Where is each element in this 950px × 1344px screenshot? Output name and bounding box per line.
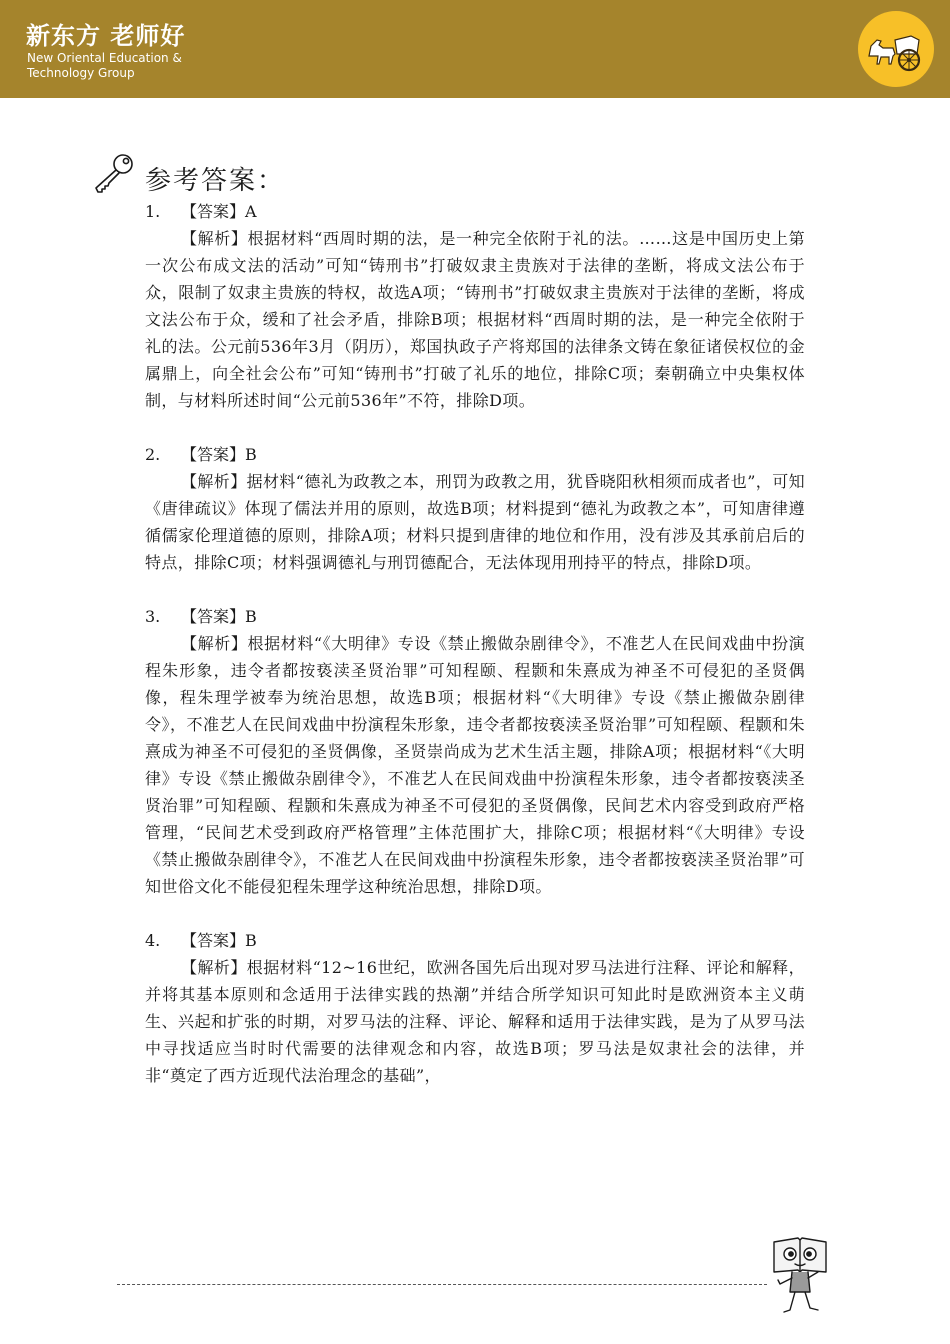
- footer-divider: [117, 1284, 767, 1285]
- question-number: 3.: [145, 607, 161, 626]
- answer-line: [145, 927, 805, 954]
- answer-value: 【答案】A: [181, 202, 257, 221]
- book-mascot-icon: [768, 1232, 832, 1316]
- answer-value: 【答案】B: [181, 607, 257, 626]
- question-number: 4.: [145, 931, 161, 950]
- answer-item: [145, 603, 805, 900]
- brand-name-en: [27, 51, 227, 81]
- key-icon: [90, 152, 136, 196]
- answer-explanation: 【解析】根据材料“《大明律》专设《禁止搬做杂剧律令》，不准艺人在民间戏曲中扮演程朱形象，违令者都按亵渎圣贤治罪”可知程颐、程颢和朱熹成为神圣不可侵犯的圣贤偶像，程朱理学被奉为统治思想，故选B项；根据材料“《大明律》专设《禁止搬做杂剧律令》，不准艺人在民间戏曲中扮演程朱形象，违令者都按亵渎圣贤治罪”可知程颐、程颢和朱熹成为神圣不可侵犯的圣贤偶像，圣贤崇尚成为艺术生活主题，排除A项；根据材料“《大明律》专设《禁止搬做杂剧律令》，不准艺人在民间戏曲中扮演程朱形象，违令者都按亵渎圣贤治罪”可知程颐、程颢和朱熹成为神圣不可侵犯的圣贤偶像，民间艺术内容受到政府严格管理，“民间艺术受到政府严格管理”主体范围扩大，排除C项；根据材料“《大明律》专设《禁止搬做杂剧律令》，不准艺人在民间戏曲中扮演程朱形象，违令者都按亵渎圣贤治罪”可知世俗文化不能侵犯程朱理学这种统治思想，排除D项。: [145, 634, 805, 896]
- question-number: 1.: [145, 202, 161, 221]
- horse-carriage-icon: [857, 10, 935, 88]
- answer-item: [145, 441, 805, 576]
- answer-value: 【答案】B: [181, 445, 257, 464]
- answer-item: [145, 927, 805, 1089]
- section-title: 参考答案：: [145, 166, 286, 196]
- brand-name-en-line1: New Oriental Education &: [27, 51, 182, 65]
- answer-list: [145, 198, 805, 1116]
- answer-line: [145, 441, 805, 468]
- page-header: [0, 0, 950, 98]
- answer-explanation: 【解析】据材料“德礼为政教之本，刑罚为政教之用，犹昏晓阳秋相须而成者也”，可知《唐律疏议》体现了儒法并用的原则，故选B项；材料提到“德礼为政教之本”，可知唐律遵循儒家伦理道德的原则，排除A项；材料只提到唐律的地位和作用，没有涉及其承前启后的特点，排除C项；材料强调德礼与刑罚德配合，无法体现用刑持平的特点，排除D项。: [145, 472, 805, 572]
- answer-explanation: 【解析】根据材料“12~16世纪，欧洲各国先后出现对罗马法进行注释、评论和解释，并将其基本原则和念适用于法律实践的热潮”并结合所学知识可知此时是欧洲资本主义萌生、兴起和扩张的时期，对罗马法的注释、评论、解释和适用于法律实践，是为了从罗马法中寻找适应当时时代需要的法律观念和内容，故选B项；罗马法是奴隶社会的法律，并非“奠定了西方近现代法治理念的基础”，: [145, 958, 805, 1085]
- answer-value: 【答案】B: [181, 931, 257, 950]
- answer-line: [145, 198, 805, 225]
- brand-name-cn: 新东方 老师好: [26, 22, 186, 50]
- answer-explanation: 【解析】根据材料“西周时期的法，是一种完全依附于礼的法。……这是中国历史上第一次公布成文法的活动”可知“铸刑书”打破奴隶主贵族对于法律的垄断，将成文法公布于众，限制了奴隶主贵族的特权，故选A项；“铸刑书”打破奴隶主贵族对于法律的垄断，将成文法公布于众，缓和了社会矛盾，排除B项；根据材料“西周时期的法，是一种完全依附于礼的法。公元前536年3月（阴历），郑国执政子产将郑国的法律条文铸在象征诸侯权位的金属鼎上，向全社会公布”可知“铸刑书”打破了礼乐的地位，排除C项；秦朝确立中央集权体制，与材料所述时间“公元前536年”不符，排除D项。: [145, 229, 805, 410]
- answer-item: [145, 198, 805, 414]
- answer-line: [145, 603, 805, 630]
- question-number: 2.: [145, 445, 161, 464]
- brand-name-en-line2: Technology Group: [27, 66, 135, 80]
